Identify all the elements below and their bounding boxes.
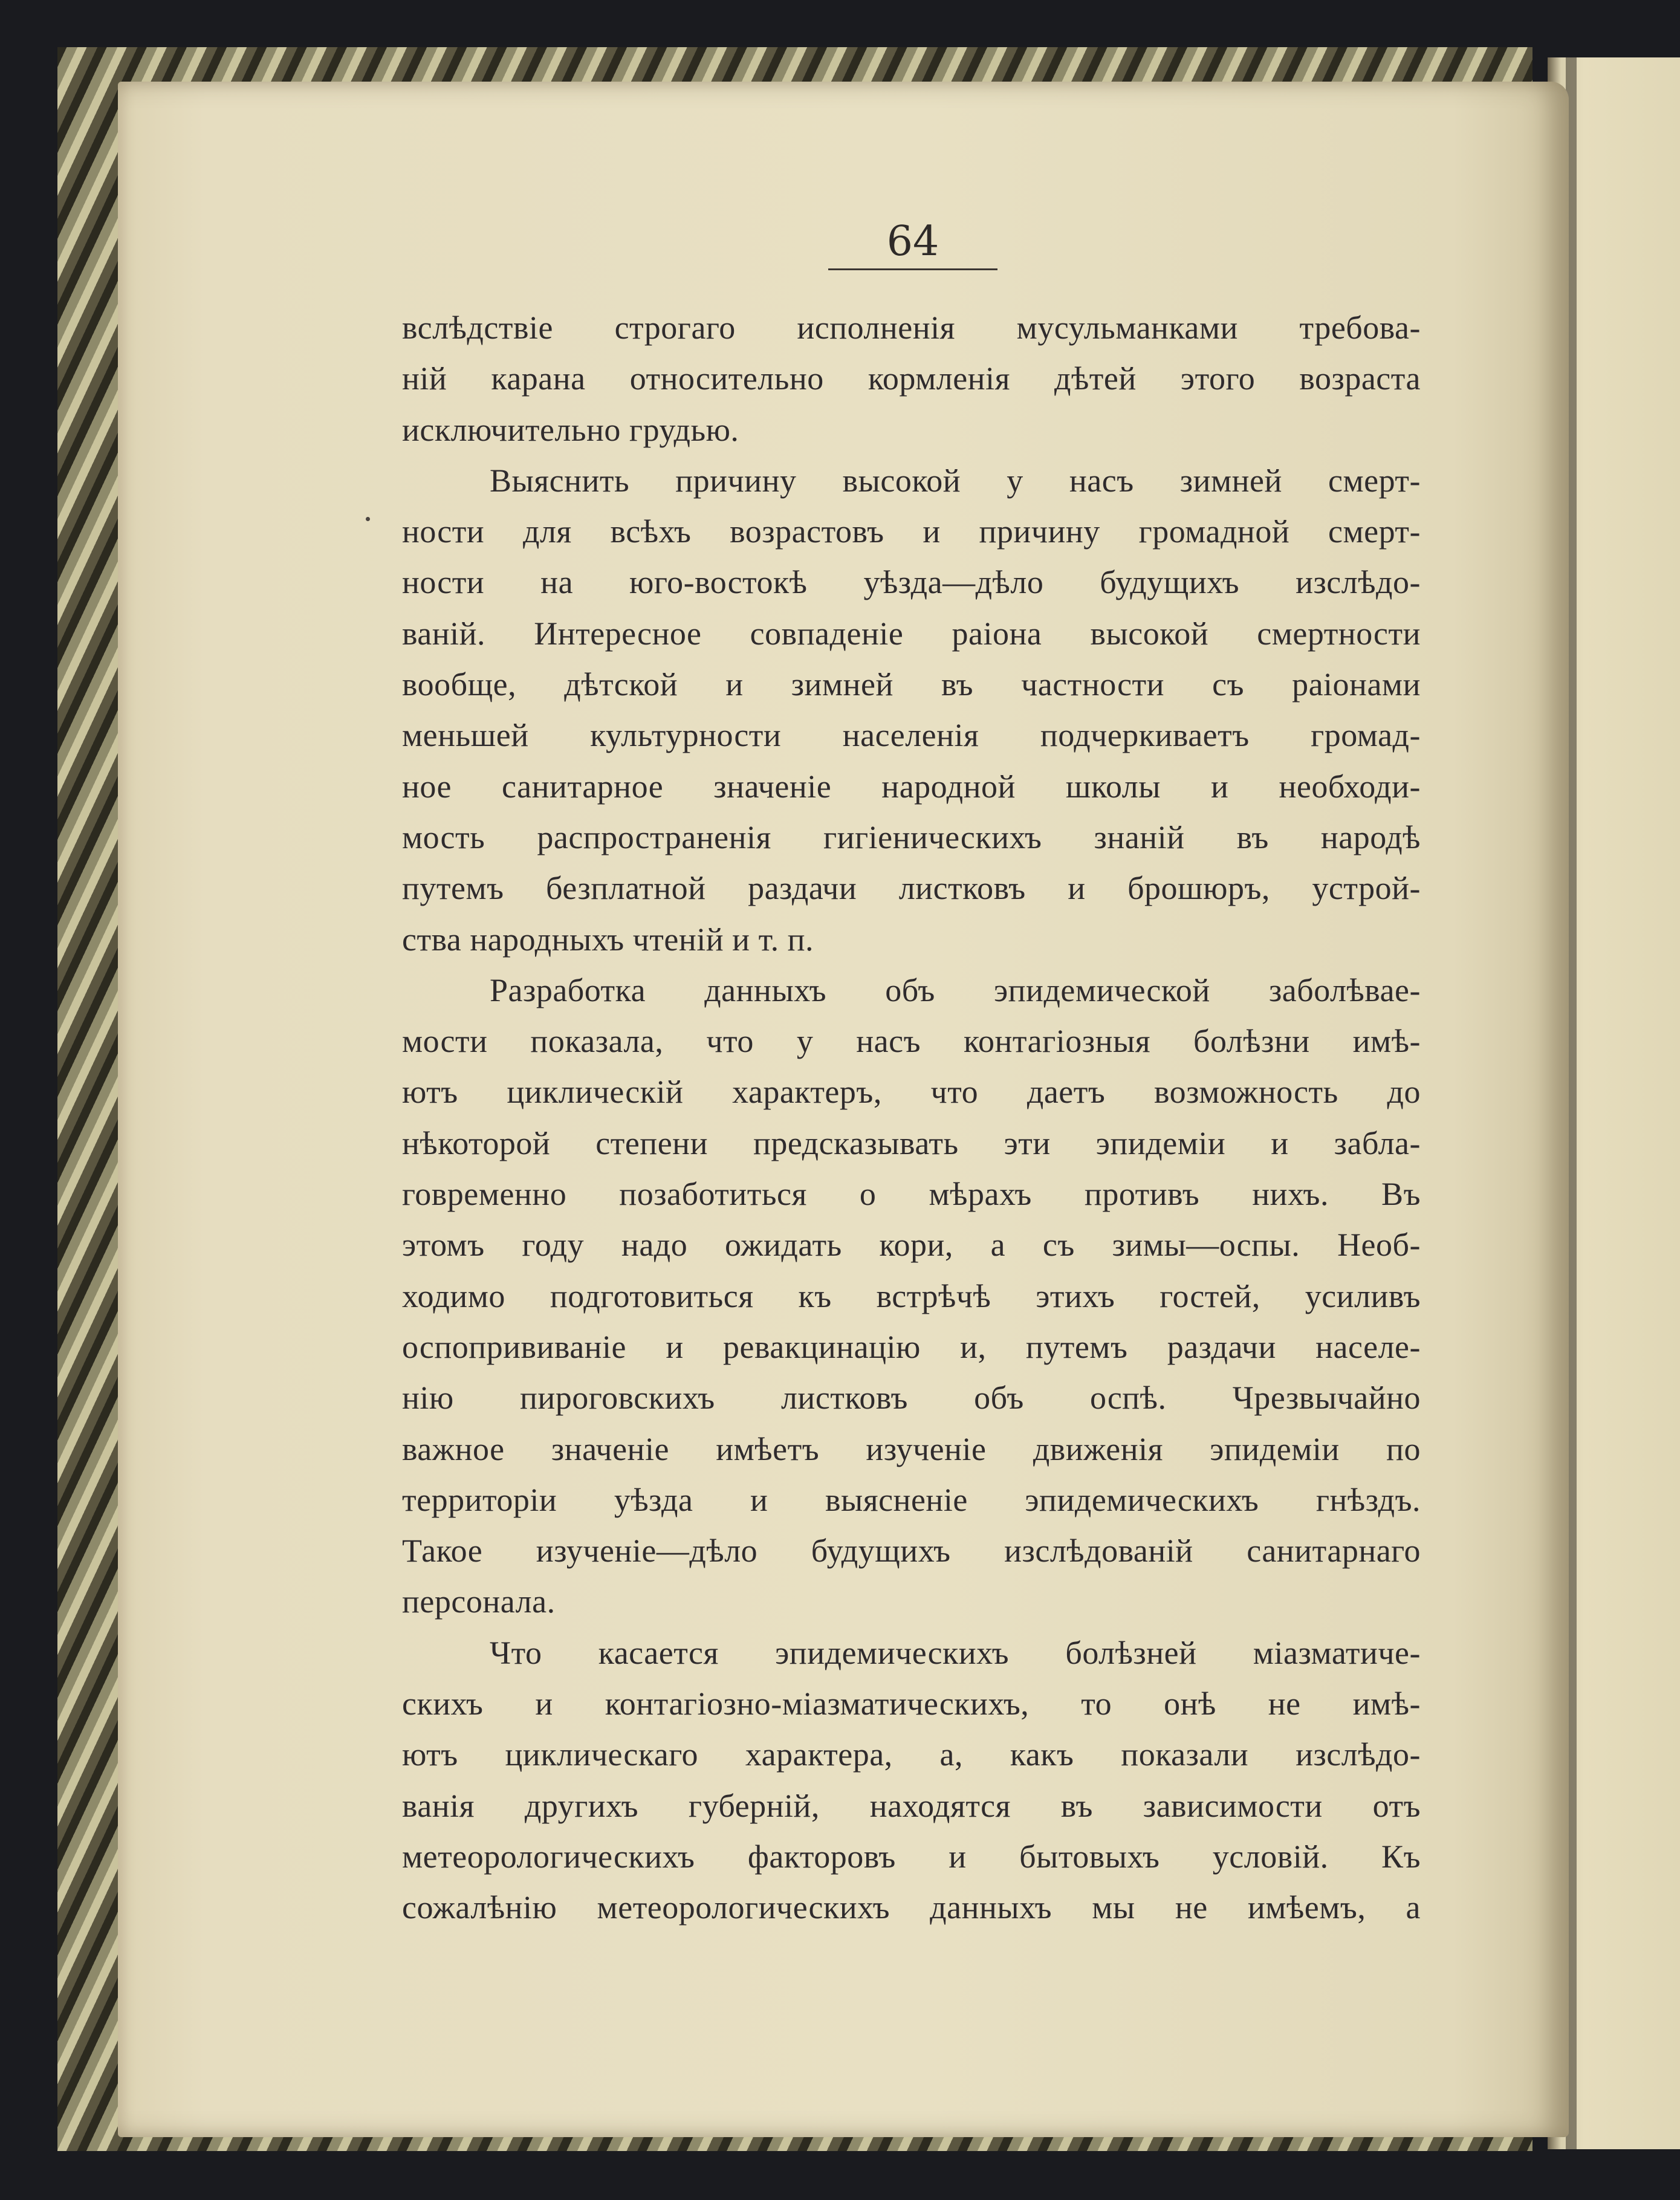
text-line: мости показала, что у насъ контагіозныя болѣзни имѣ-	[402, 1023, 1421, 1060]
text-line: ности для всѣхъ возрастовъ и причину громадной смерт-	[402, 513, 1421, 550]
text-line: нію пироговскихъ листковъ объ оспѣ. Чрезвычайно	[402, 1380, 1421, 1416]
text-line: сожалѣнію метеорологическихъ данныхъ мы не имѣемъ, а	[402, 1889, 1421, 1926]
text-line: ютъ циклическаго характера, а, какъ показали изслѣдо-	[402, 1736, 1421, 1773]
text-line: ности на юго-востокѣ уѣзда—дѣло будущихъ изслѣдо-	[402, 564, 1421, 601]
page-number-rule	[828, 268, 997, 270]
text-line: метеорологическихъ факторовъ и бытовыхъ условій. Къ	[402, 1838, 1421, 1875]
text-line: ній карана относительно кормленія дѣтей этого возраста	[402, 360, 1421, 397]
text-line: Такое изученіе—дѣло будущихъ изслѣдованій санитарнаго	[402, 1533, 1421, 1569]
text-line: ное санитарное значеніе народной школы и необходи-	[402, 768, 1421, 805]
page-number: 64	[886, 218, 939, 265]
text-line: ванія другихъ губерній, находятся въ зависимости отъ	[402, 1787, 1421, 1824]
text-line: ваній. Интересное совпаденіе раіона высокой смертности	[402, 615, 1421, 652]
text-line: важное значеніе имѣетъ изученіе движенія эпидеміи по	[402, 1430, 1421, 1467]
body-text	[402, 302, 1421, 1933]
text-line: ства народныхъ чтеній и т. п.	[402, 921, 814, 958]
text-line: мость распространенія гигіеническихъ знаній въ народѣ	[402, 819, 1421, 855]
text-line: Разработка данныхъ объ эпидемической заболѣвае-	[490, 972, 1421, 1008]
text-line: меньшей культурности населенія подчеркиваетъ громад-	[402, 717, 1421, 754]
text-line: вообще, дѣтской и зимней въ частности съ раіонами	[402, 666, 1421, 703]
text-line: говременно позаботиться о мѣрахъ противъ нихъ. Въ	[402, 1176, 1421, 1213]
text-line: Выяснить причину высокой у насъ зимней смерт-	[490, 462, 1421, 499]
text-line: оспопрививаніе и ревакцинацію и, путемъ раздачи населе-	[402, 1328, 1421, 1365]
text-line: Что касается эпидемическихъ болѣзней міазматиче-	[490, 1634, 1421, 1671]
text-line: исключительно грудью.	[402, 411, 739, 448]
text-line: ютъ циклическій характеръ, что даетъ возможность до	[402, 1074, 1421, 1111]
text-line: нѣкоторой степени предсказывать эти эпидеміи и забла-	[402, 1124, 1421, 1161]
text-line: вслѣдствіе строгаго исполненія мусульманками требова-	[402, 310, 1421, 346]
text-line: ходимо подготовиться къ встрѣчѣ этихъ гостей, усиливъ	[402, 1277, 1421, 1314]
text-line: этомъ году надо ожидать кори, а съ зимы—оспы. Необ-	[402, 1227, 1421, 1264]
ink-speck	[366, 517, 370, 521]
text-line: территоріи уѣзда и выясненіе эпидемическихъ гнѣздъ.	[402, 1481, 1421, 1518]
text-line: путемъ безплатной раздачи листковъ и брошюръ, устрой-	[402, 870, 1421, 907]
text-line: персонала.	[402, 1583, 556, 1620]
text-line: скихъ и контагіозно-міазматическихъ, то онѣ не имѣ-	[402, 1686, 1421, 1722]
